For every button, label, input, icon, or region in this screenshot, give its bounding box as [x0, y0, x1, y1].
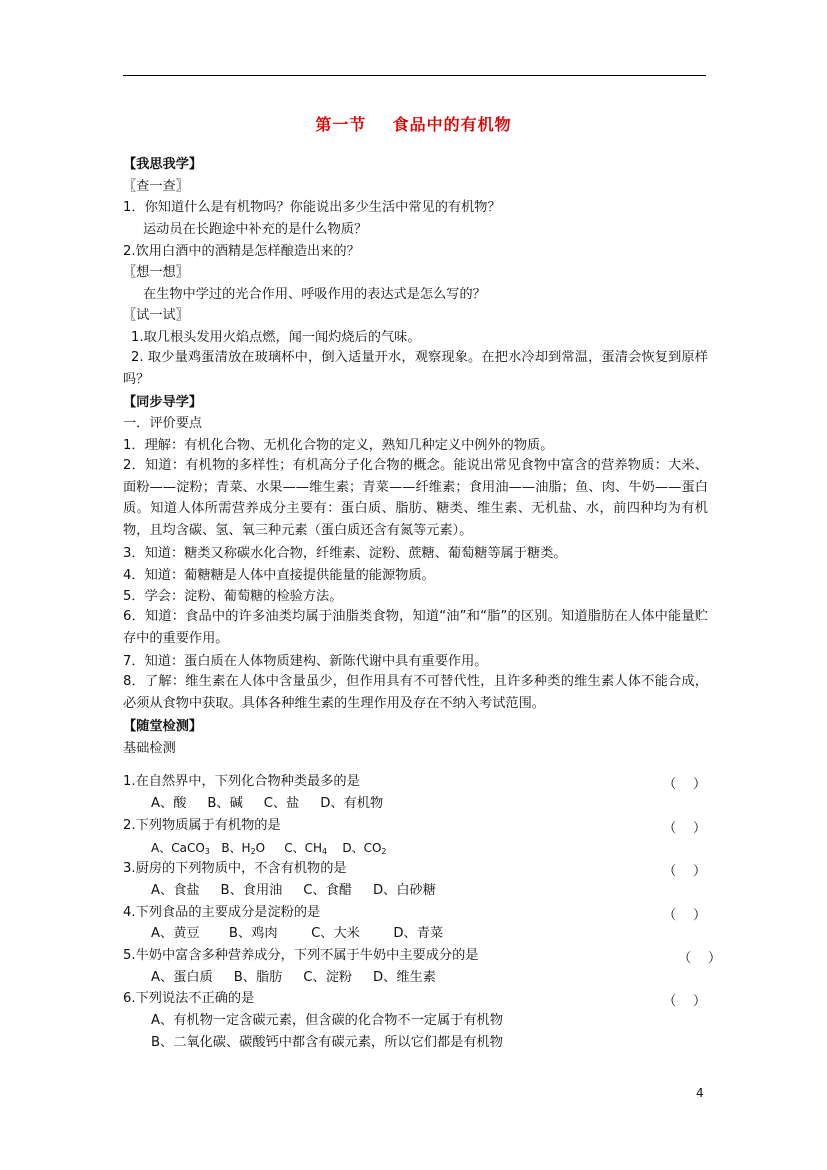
think-question: 在生物中学过的光合作用、呼吸作用的表达式是怎么写的？: [143, 287, 486, 302]
answer-blank-2: （ ）: [663, 821, 707, 836]
answer-blank-1: （ ）: [663, 777, 707, 792]
answer-blank-3: （ ）: [663, 864, 707, 879]
question-6-option-a: A、有机物一定含碳元素，但含碳的化合物不一定属于有机物: [151, 1013, 503, 1028]
think-heading: 〖想一想〗: [123, 265, 189, 280]
question-6: 6.下列说法不正确的是: [123, 991, 255, 1006]
question-2: 2.下列物质属于有机物的是: [123, 818, 281, 833]
check-question-2: 2.饮用白酒中的酒精是怎样酿造出来的？: [123, 244, 360, 259]
point-2: 2．知道：有机物的多样性；有机高分子化合物的概念。能说出常见食物中富含的营养物质：大米、面粉——淀粉；青菜、水果——维生素；青菜——纤维素；食用油——油脂；鱼、肉、牛奶——蛋白质。知道人体所需营养成分主要有：蛋白质、脂肪、糖类、维生素、无机盐、水，前四种均为有机物，且均含碳、氢、氧三种元素（蛋白质还含有氮等元素）。: [123, 458, 708, 538]
question-4-options: A、黄豆 B、鸡肉 C、大米 D、青菜: [151, 926, 444, 941]
header-rule: [123, 75, 706, 76]
basic-test-heading: 基础检测: [123, 741, 176, 756]
try-heading: 〖试一试〗: [123, 308, 189, 323]
question-5: 5.牛奶中富含多种营养成分，下列不属于牛奶中主要成分的是: [123, 948, 479, 963]
point-4: 4．知道：葡糖糖是人体中直接提供能量的能源物质。: [123, 568, 435, 583]
check-heading: 〖查一查〗: [123, 179, 189, 194]
question-3-options: A、食盐 B、食用油 C、食醋 D、白砂糖: [151, 883, 436, 898]
question-5-options: A、蛋白质 B、脂肪 C、淀粉 D、维生素: [151, 970, 436, 985]
question-1: 1.在自然界中，下列化合物种类最多的是: [123, 774, 360, 789]
question-6-option-b: B、二氧化碳、碳酸钙中都含有碳元素，所以它们都是有机物: [151, 1035, 503, 1050]
point-1: 1．理解：有机化合物、无机化合物的定义，熟知几种定义中例外的物质。: [123, 438, 554, 453]
answer-blank-4: （ ）: [663, 908, 707, 923]
question-4: 4.下列食品的主要成分是淀粉的是: [123, 905, 321, 920]
point-3: 3．知道：糖类又称碳水化合物，纤维素、淀粉、蔗糖、葡萄糖等属于糖类。: [123, 546, 567, 561]
check-question-1b: 运动员在长跑途中补充的是什么物质？: [143, 222, 368, 237]
question-3: 3.厨房的下列物质中，不含有机物的是: [123, 861, 347, 876]
section-heading-think: 【我思我学】: [123, 157, 203, 172]
section-heading-test: 【随堂检测】: [123, 719, 203, 734]
evaluation-points-heading: 一．评价要点: [123, 416, 203, 431]
page-title: 第一节 食品中的有机物: [315, 115, 512, 134]
try-question-2: 2. 取少量鸡蛋清放在玻璃杯中，倒入适量开水，观察现象。在把水冷却到常温，蛋清会恢复到原样吗？: [123, 350, 708, 387]
question-1-options: A、酸 B、碱 C、盐 D、有机物: [151, 796, 384, 811]
answer-blank-5: （ ）: [678, 951, 722, 966]
point-5: 5．学会：淀粉、葡萄糖的检验方法。: [123, 589, 343, 604]
point-7: 7．知道：蛋白质在人体物质建构、新陈代谢中具有重要作用。: [123, 654, 488, 669]
check-question-1: 1．你知道什么是有机物吗？你能说出多少生活中常见的有机物？: [123, 200, 501, 215]
page-number: 4: [696, 1086, 704, 1100]
point-8: 8．了解：维生素在人体中含量虽少，但作用具有不可替代性，且许多种类的维生素人体不能合成，必须从食物中获取。具体各种维生素的生理作用及存在不纳入考试范围。: [123, 674, 708, 711]
try-question-1: 1.取几根头发用火焰点燃，闻一闻灼烧后的气味。: [131, 330, 421, 345]
question-2-options: A、CaCO$_3$ B、$H_2O$ C、$CH_4$ D、$CO_2$: [151, 841, 387, 856]
answer-blank-6: （ ）: [663, 994, 707, 1009]
section-heading-guide: 【同步导学】: [123, 395, 203, 410]
point-6: 6．知道：食品中的许多油类均属于油脂类食物，知道“油”和“脂”的区别。知道脂肪在人体中能量贮存中的重要作用。: [123, 609, 708, 646]
